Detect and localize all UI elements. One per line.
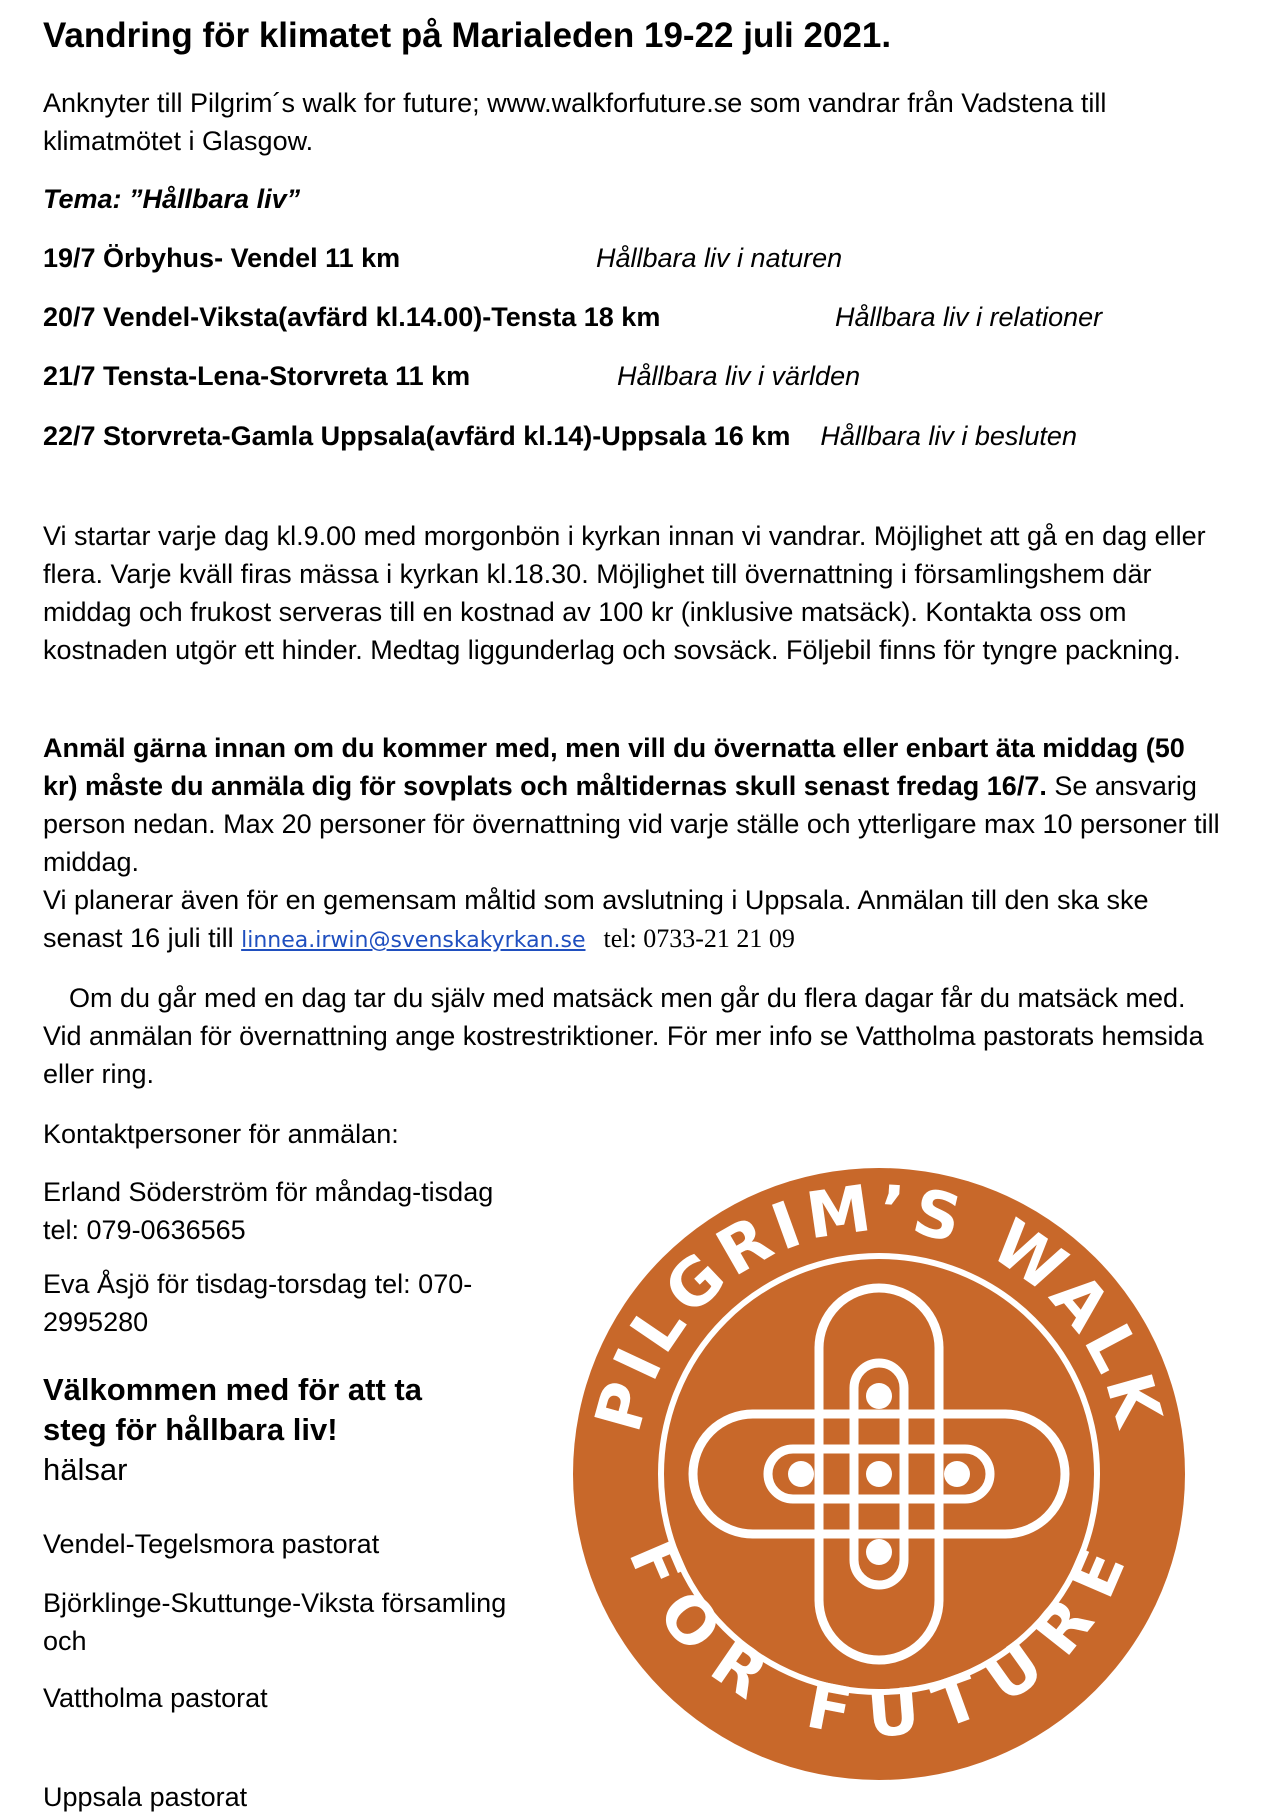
contact-erland: Erland Söderström för måndag-tisdag tel: 079-0636565 — [43, 1177, 494, 1245]
day-route: 22/7 Storvreta-Gamla Uppsala(avfärd kl.14)-Uppsala 16 km — [43, 421, 791, 451]
logo-top-text: PILGRIM’S WALK — [581, 1171, 1177, 1440]
signup-details: Se ansvarig person nedan. Max 20 personer för övernattning vid varje ställe och ytterligare max 10 personer till middag. — [43, 771, 1220, 877]
day-theme: Hållbara liv i besluten — [820, 421, 1077, 451]
signup-deadline: Anmäl gärna innan om du kommer med, men vill du övernatta eller enbart äta middag (50 kr) måste du anmäla dig för sovplats och måltidernas skull senast fredag 16/7. — [43, 733, 1185, 801]
day-route: 19/7 Örbyhus- Vendel 11 km — [43, 243, 401, 273]
day-route: 21/7 Tensta-Lena-Storvreta 11 km — [43, 361, 471, 391]
org-name: Vattholma pastorat — [43, 1683, 268, 1713]
intro-paragraph: Anknyter till Pilgrim´s walk for future; www.walkforfuture.se som vandrar från Vadstena till klimatmötet i Glasgow. — [43, 88, 1107, 156]
day-route: 20/7 Vendel-Viksta(avfärd kl.14.00)-Tensta 18 km — [43, 302, 661, 332]
day-theme: Hållbara liv i relationer — [835, 302, 1103, 332]
day-theme: Hållbara liv i världen — [617, 361, 861, 391]
contact-eva: Eva Åsjö för tisdag-torsdag tel: 070-2995280 — [43, 1269, 473, 1337]
meal-info: Vi planerar även för en gemensam måltid som avslutning i Uppsala. Anmälan till den ska ske senast 16 juli till — [43, 885, 1149, 953]
contacts-heading: Kontaktpersoner för anmälan: — [43, 1119, 399, 1149]
greeting: hälsar — [43, 1452, 128, 1487]
phone-number: tel: 0733-21 21 09 — [603, 924, 795, 953]
org-name: Vendel-Tegelsmora pastorat — [43, 1529, 380, 1559]
day-row — [43, 298, 1103, 336]
more-info-paragraph: Om du går med en dag tar du själv med matsäck men går du flera dagar får du matsäck med. Vid anmälan för övernattning ange kostrestriktioner. För mer info se Vattholma pastorats hemsida eller ring. — [43, 983, 1204, 1089]
day-row — [43, 417, 1193, 455]
theme-heading: Tema: ”Hållbara liv” — [43, 184, 301, 214]
welcome-line-1: Välkommen med för att ta — [43, 1372, 422, 1407]
info-paragraph: Vi startar varje dag kl.9.00 med morgonbön i kyrkan innan vi vandrar. Möjlighet att gå en dag eller flera. Varje kväll firas mässa i kyrkan kl.18.30. Möjlighet till övernattning i församlingshem där middag och frukost serveras till en kostnad av 100 kr (inklusive matsäck). Kontakta oss om kostnaden utgör ett hinder. Medtag liggunderlag och sovsäck. Följebil finns för tyngre packning. — [43, 521, 1206, 665]
page-title: Vandring för klimatet på Marialeden 19-22 juli 2021. — [43, 16, 892, 55]
day-row — [43, 239, 843, 277]
pilgrims-walk-logo — [568, 1163, 1190, 1785]
welcome-line-2: steg för hållbara liv! — [43, 1412, 338, 1447]
day-row — [43, 357, 861, 395]
logo-bottom-text: FOR FUTURE — [613, 1529, 1145, 1753]
welcome-message — [43, 1370, 523, 1490]
org-name: Uppsala pastorat — [43, 1782, 248, 1812]
org-name: Björklinge-Skuttunge-Viksta församling och — [43, 1588, 507, 1656]
day-theme: Hållbara liv i naturen — [596, 243, 843, 273]
email-link[interactable]: linnea.irwin@svenskakyrkan.se — [241, 928, 586, 953]
signup-paragraph — [43, 729, 1223, 960]
